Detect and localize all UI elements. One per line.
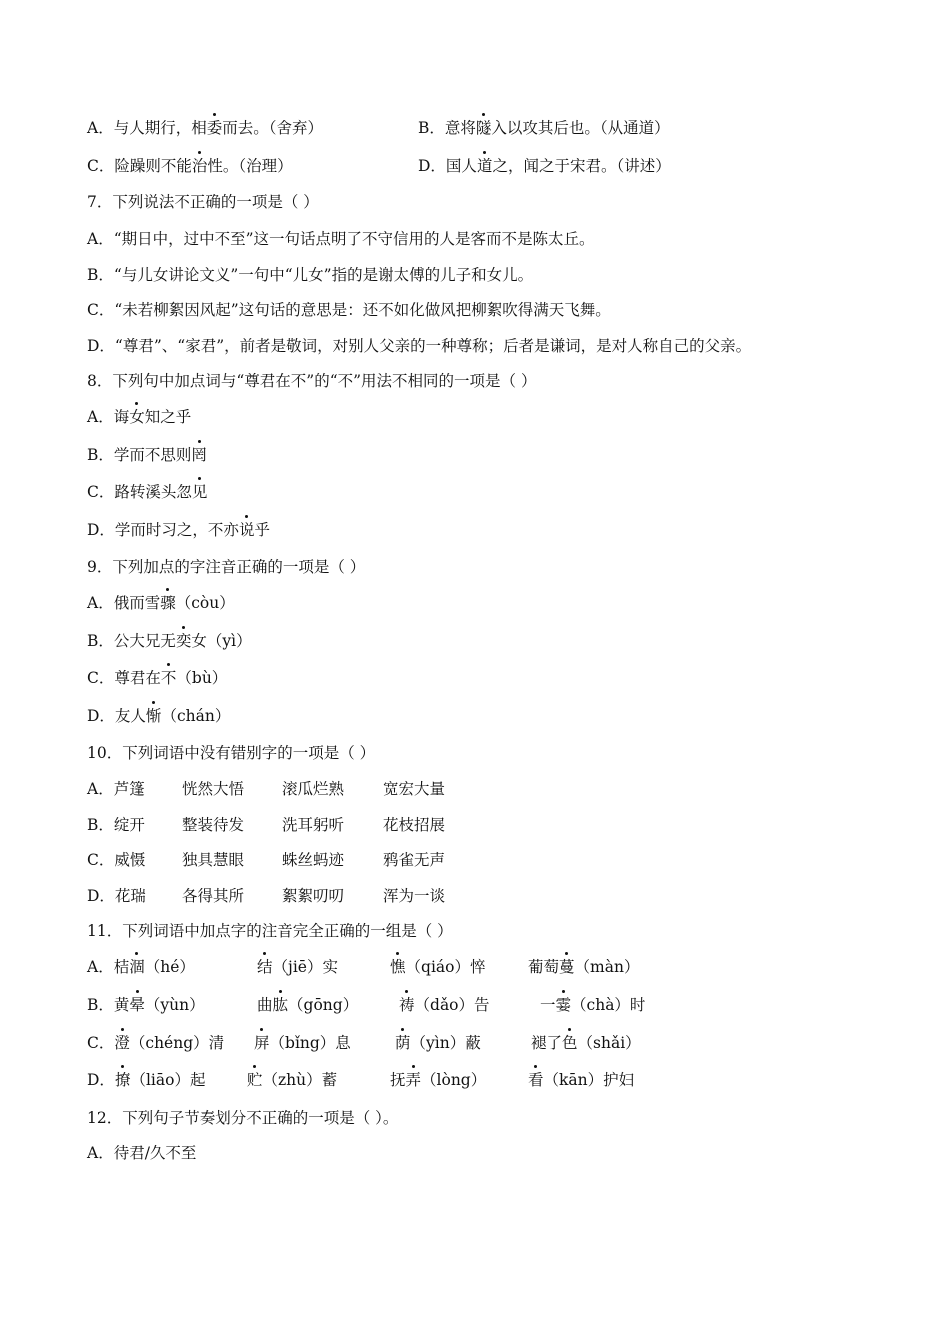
dotted-char: 肱: [272, 996, 289, 1014]
text: （chà）时: [571, 996, 646, 1014]
dotted-char: 涸: [129, 958, 145, 976]
text: （shǎi）: [577, 1034, 641, 1052]
q6-option-d: [418, 156, 671, 176]
text: A．诲: [87, 408, 130, 426]
text: 褪了: [531, 1034, 563, 1052]
text: B．公大兄无: [87, 632, 176, 650]
dotted-char: 治: [191, 157, 208, 175]
text: 女（yì）: [191, 632, 252, 650]
dotted-char: 骤: [160, 594, 176, 612]
q7-option-a: A．“期日中，过中不至”这一句话点明了不守信用的人是客而不是陈太丘。: [87, 230, 595, 248]
text: （yìn）蔽: [410, 1034, 481, 1052]
item: [87, 1033, 224, 1053]
q7-option-d: D．“尊君”、“家君”，前者是敬词，对别人父亲的一种尊称；后者是谦词，是对人称自己的父亲。: [87, 337, 752, 355]
word: 整装待发: [182, 816, 245, 834]
item: [254, 1033, 351, 1053]
q7-stem: 7．下列说法不正确的一项是（ ）: [87, 193, 319, 211]
dotted-char: 隧: [475, 119, 492, 137]
text: C．尊君在: [87, 669, 161, 687]
text: （gōng）: [288, 996, 359, 1014]
word: C．威慑: [87, 851, 146, 869]
dotted-char: 弄: [405, 1071, 422, 1089]
dotted-char: 结: [257, 958, 273, 976]
text: 性。（治理）: [207, 157, 293, 175]
word: B．绽开: [87, 816, 145, 834]
q8-option-a: [87, 407, 191, 427]
word: 宽宏大量: [383, 780, 446, 798]
dotted-char: 屏: [254, 1034, 270, 1052]
word: 浑为一谈: [383, 887, 446, 905]
item: [540, 995, 645, 1015]
word: 鸦雀无声: [383, 851, 446, 869]
dotted-char: 晕: [129, 996, 145, 1014]
text: （màn）: [574, 958, 640, 976]
dotted-char: 荫: [395, 1034, 411, 1052]
dotted-char: 委: [206, 119, 223, 137]
text: （lòng）: [421, 1071, 487, 1089]
item: [531, 1033, 641, 1053]
item: [87, 957, 195, 977]
text: （yùn）: [144, 996, 205, 1014]
word: 蛛丝蚂迹: [282, 851, 345, 869]
dotted-char: 不: [160, 669, 177, 687]
dotted-char: 女: [129, 408, 145, 426]
q12-stem: 12．下列句子节奏划分不正确的一项是（ ）。: [87, 1109, 399, 1127]
text: （bǐng）息: [269, 1034, 351, 1052]
text: B．意将: [418, 119, 476, 137]
q6-option-c: [87, 156, 293, 176]
item: [257, 995, 358, 1015]
dotted-char: 祷: [399, 996, 415, 1014]
text: （qiáo）悴: [405, 958, 486, 976]
dotted-char: 看: [528, 1071, 544, 1089]
text: （jiē）实: [272, 958, 338, 976]
text: B．学而不思则: [87, 446, 192, 464]
text: （liāo）起: [130, 1071, 206, 1089]
q8-option-b: [87, 445, 207, 465]
dotted-char: 蔓: [559, 958, 575, 976]
item: [247, 1070, 337, 1090]
dotted-char: 惭: [145, 707, 162, 725]
q6-option-b: [418, 118, 670, 138]
word: 絮絮叨叨: [282, 887, 345, 905]
dotted-char: 霎: [555, 996, 572, 1014]
text: （dǎo）告: [414, 996, 490, 1014]
text: C．: [87, 1034, 115, 1052]
word: 花枝招展: [383, 816, 446, 834]
text: A．桔: [87, 958, 130, 976]
dotted-char: 憔: [390, 958, 406, 976]
word: 独具慧眼: [182, 851, 245, 869]
text: 曲: [257, 996, 273, 1014]
word: 滚瓜烂熟: [282, 780, 345, 798]
text: （bù）: [176, 669, 228, 687]
item: [87, 1070, 205, 1090]
q12-option-a: A．待君/久不至: [87, 1144, 197, 1162]
q11-stem: 11．下列词语中加点字的注音完全正确的一组是（ ）: [87, 922, 453, 940]
text: 抚: [390, 1071, 406, 1089]
q6-option-a: [87, 118, 323, 138]
item: [87, 995, 205, 1015]
text: 葡萄: [528, 958, 560, 976]
item: [390, 957, 485, 977]
dotted-char: 罔: [191, 446, 207, 464]
q7-option-b: B．“与儿女讲论文义”一句中“儿女”指的是谢太傅的儿子和女儿。: [87, 266, 534, 284]
q7-option-c: C．“未若柳絮因风起”这句话的意思是：还不如化做风把柳絮吹得满天飞舞。: [87, 301, 611, 319]
text: （zhù）蓄: [262, 1071, 338, 1089]
text: （hé）: [144, 958, 195, 976]
text: D．国人: [418, 157, 477, 175]
item: [528, 957, 639, 977]
q9-stem: 9．下列加点的字注音正确的一项是（ ）: [87, 558, 366, 576]
text: （chán）: [161, 707, 231, 725]
text: 知之乎: [144, 408, 192, 426]
text: A．俄而雪: [87, 594, 161, 612]
text: C．路转溪头忽: [87, 483, 192, 501]
word: 恍然大悟: [182, 780, 245, 798]
item: [257, 957, 338, 977]
dotted-char: 贮: [247, 1071, 263, 1089]
q9-option-b: [87, 631, 252, 651]
dotted-char: 说: [238, 521, 255, 539]
item: [399, 995, 490, 1015]
q9-option-d: [87, 706, 230, 726]
q8-option-d: [87, 520, 270, 540]
q8-stem: 8．下列句中加点词与“尊君在不”的“不”用法不相同的一项是（ ）: [87, 372, 537, 390]
word: A．芦篷: [87, 780, 145, 798]
word: 洗耳躬听: [282, 816, 345, 834]
word: D．花瑞: [87, 887, 146, 905]
q9-option-c: [87, 668, 227, 688]
item: [528, 1070, 634, 1090]
text: C．险躁则不能: [87, 157, 192, 175]
q9-option-a: [87, 593, 235, 613]
word: 各得其所: [182, 887, 245, 905]
dotted-char: 道: [476, 157, 493, 175]
text: 之，闻之于宋君。（讲述）: [492, 157, 671, 175]
text: 乎: [254, 521, 270, 539]
text: A．与人期行，相: [87, 119, 207, 137]
text: （kān）护妇: [543, 1071, 635, 1089]
dotted-char: 撩: [114, 1071, 131, 1089]
text: D．学而时习之，不亦: [87, 521, 239, 539]
text: （còu）: [175, 594, 235, 612]
dotted-char: 奕: [175, 632, 192, 650]
item: [390, 1070, 486, 1090]
dotted-char: 见: [191, 483, 208, 501]
text: B．黄: [87, 996, 130, 1014]
text: D．: [87, 1071, 115, 1089]
q8-option-c: [87, 482, 207, 502]
dotted-char: 澄: [114, 1034, 130, 1052]
text: 入以攻其后也。（从通道）: [491, 119, 670, 137]
text: 一: [540, 996, 556, 1014]
text: （chéng）清: [129, 1034, 225, 1052]
text: 而去。（舍弃）: [222, 119, 323, 137]
item: [395, 1033, 481, 1053]
q10-stem: 10．下列词语中没有错别字的一项是（ ）: [87, 744, 376, 762]
text: D．友人: [87, 707, 146, 725]
dotted-char: 色: [562, 1034, 578, 1052]
